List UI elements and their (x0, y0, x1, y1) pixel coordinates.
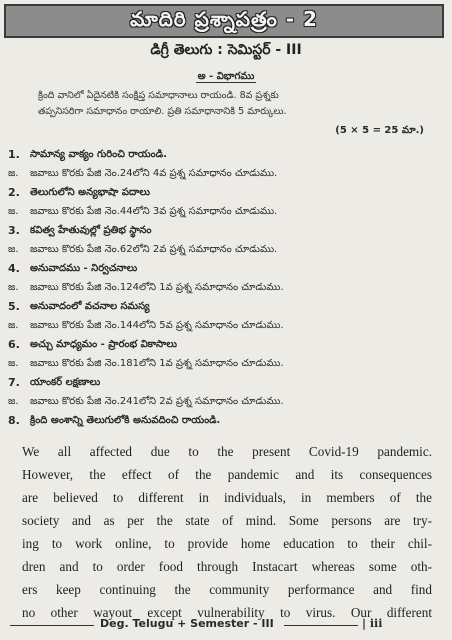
answer-marker: జ. (8, 282, 19, 293)
passage-line: ers keep continuing the community performance and find (22, 582, 432, 597)
footer-rule (10, 625, 94, 626)
banner-title: మాదిరి ప్రశ్నాపత్రం - 2 (130, 6, 318, 31)
footer-label: Deg. Telugu + Semester - III (100, 617, 274, 630)
question-row (0, 300, 452, 318)
answer-text: జవాబు కొరకు పేజి నెం.144లోని 5వ ప్రశ్న సమాధానం చూడుము. (30, 320, 284, 331)
answer-row (0, 243, 452, 261)
passage-line: are believed to different in individuals, in members of the (22, 490, 432, 505)
instructions (38, 88, 430, 120)
passage-line: However, the effect of the pandemic and its consequences (22, 467, 432, 482)
answer-marker: జ. (8, 320, 19, 331)
question-number: 1. (8, 148, 20, 161)
answer-text: జవాబు కొరకు పేజి నెం.124లోని 1వ ప్రశ్న సమాధానం చూడుము. (30, 282, 284, 293)
question-number: 5. (8, 300, 20, 313)
passage-line: no other wayout except vulnerability to virus. Our different (22, 605, 432, 620)
answer-text: జవాబు కొరకు పేజి నెం.62లోని 2వ ప్రశ్న సమాధానం చూడుము. (30, 244, 278, 255)
page-number: | iii (362, 617, 383, 630)
question-number: 6. (8, 338, 20, 351)
answer-row (0, 395, 452, 413)
marks-note: (5 × 5 = 25 మా.) (335, 125, 424, 136)
question-text: యాంకర్ లక్షణాలు (30, 377, 101, 388)
question-number: 3. (8, 224, 20, 237)
answer-marker: జ. (8, 396, 19, 407)
question-text: తెలుగులోని అన్యభాషా పదాలు (30, 187, 150, 198)
question-text: సామాన్య వాక్యం గురించి రాయండి. (30, 149, 167, 160)
english-passage (22, 440, 432, 624)
answer-marker: జ. (8, 168, 19, 179)
passage-line: We all affected due to the present Covid-19 pandemic. (22, 444, 432, 459)
answer-text: జవాబు కొరకు పేజి నెం.24లోని 4వ ప్రశ్న సమాధానం చూడుము. (30, 168, 278, 179)
question-row (0, 186, 452, 204)
footer-rule (284, 625, 358, 626)
answer-text: జవాబు కొరకు పేజి నెం.241లోని 2వ ప్రశ్న సమాధానం చూడుము. (30, 396, 284, 407)
question-number: 8. (8, 414, 20, 427)
section-heading-text: అ - విభాగము (197, 71, 255, 82)
answer-marker: జ. (8, 244, 19, 255)
answer-marker: జ. (8, 358, 19, 369)
passage-line: ing to work online, to provide home education to their chil- (22, 536, 432, 551)
answer-row (0, 281, 452, 299)
page-footer (0, 614, 452, 636)
question-text: అనువాదంలో వచనాల సమస్య (30, 301, 150, 312)
answer-row (0, 205, 452, 223)
question-text: క్రింది అంశాన్ని తెలుగులోకి అనువదించి రాయండి. (30, 415, 221, 426)
question-row (0, 148, 452, 166)
question-number: 2. (8, 186, 20, 199)
question-row (0, 224, 452, 242)
answer-marker: జ. (8, 206, 19, 217)
question-row (0, 414, 452, 432)
question-row (0, 338, 452, 356)
question-text: అనువాదము - నిర్వచనాలు (30, 263, 138, 274)
answer-text: జవాబు కొరకు పేజి నెం.181లోని 1వ ప్రశ్న సమాధానం చూడుము. (30, 358, 284, 369)
passage-line: dren and to order food through Instacart whereas some oth- (22, 559, 432, 574)
answer-text: జవాబు కొరకు పేజి నెం.44లోని 3వ ప్రశ్న సమాధానం చూడుము. (30, 206, 278, 217)
instruction-line: క్రింది వానిలో ఏదైనటికి సంక్షిప్త సమాధానాలు రాయండి. 8వ ప్రశ్నకు (38, 90, 279, 101)
answer-row (0, 319, 452, 337)
question-number: 7. (8, 376, 20, 389)
question-row (0, 376, 452, 394)
question-number: 4. (8, 262, 20, 275)
question-row (0, 262, 452, 280)
question-text: కవిత్వ హేతువుల్లో ప్రతిభ స్థానం (30, 225, 152, 236)
question-text: అచ్చు మాధ్యమం - ప్రారంభ వికాసాలు (30, 339, 177, 350)
title-banner (4, 4, 444, 38)
answer-row (0, 167, 452, 185)
passage-line: society and as per the state of mind. Some persons are try- (22, 513, 432, 528)
answer-row (0, 357, 452, 375)
page-subtitle: డిగ్రీ తెలుగు : సెమిస్టర్ - III (150, 42, 302, 58)
instruction-line: తప్పనిసరిగా సమాధానం రాయాలి. ప్రతి సమాధానానికి 5 మార్కులు. (38, 106, 287, 117)
section-heading (0, 70, 452, 84)
